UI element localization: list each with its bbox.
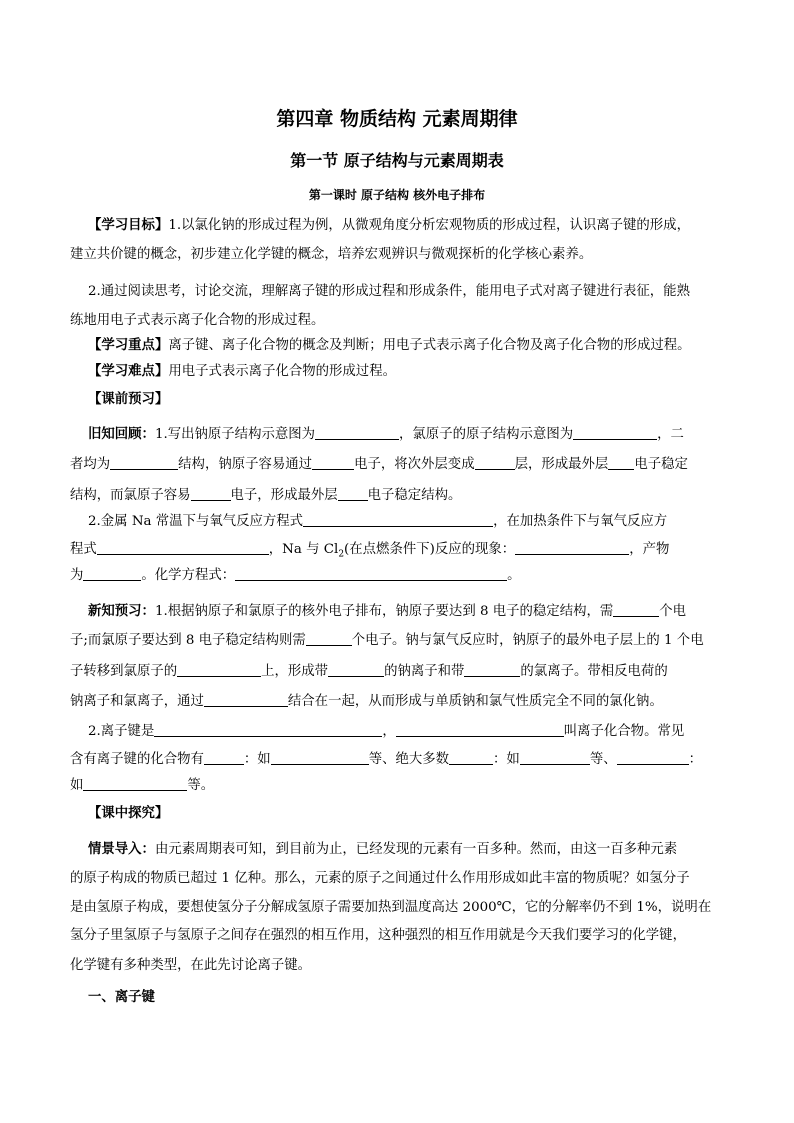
review-line-4: 2.金属 Na 常温下与氧气反应方程式 ，在加热条件下与氧气反应方 xyxy=(88,514,668,529)
answer-blank[interactable] xyxy=(306,631,352,646)
lesson-title: 第一课时 原子结构 核外电子排布 xyxy=(308,188,486,202)
answer-blank[interactable] xyxy=(312,455,354,470)
preview-heading: 【课前预习】 xyxy=(88,392,169,407)
answer-blank[interactable] xyxy=(271,750,369,765)
difficulty: 【学习难点】用电子式表示离子化合物的形成过程。 xyxy=(88,364,396,379)
ionic-bond-heading: 一、离子键 xyxy=(88,990,155,1005)
goals-line-3: 2.通过阅读思考，讨论交流，理解离子键的形成过程和形成条件，能用电子式对离子键进行表征，能熟 xyxy=(88,284,690,299)
answer-blank[interactable] xyxy=(110,455,178,470)
goals-line-2: 建立共价键的概念，初步建立化学键的概念，培养宏观辨识与微观探析的化学核心素养。 xyxy=(70,247,593,262)
answer-blank[interactable] xyxy=(613,602,659,617)
answer-blank[interactable] xyxy=(328,662,384,677)
new-line-5: 2.离子键是 ， 叫离子化合物。常见 xyxy=(88,724,685,739)
answer-blank[interactable] xyxy=(515,540,629,555)
explore-line-3: 是由氢原子构成，要想使氢分子分解成氢原子需要加热到温度高达 2000℃，它的分解率仍不到 1%，说明在 xyxy=(70,900,712,915)
new-line-7: 如 等。 xyxy=(70,778,215,793)
answer-blank[interactable] xyxy=(338,486,368,501)
section-title: 第一节 原子结构与元素周期表 xyxy=(290,151,504,170)
review-line-1: 旧知回顾：1.写出钠原子结构示意图为 ，氯原子的原子结构示意图为 ，二 xyxy=(88,427,684,442)
answer-blank[interactable] xyxy=(520,750,590,765)
answer-blank[interactable] xyxy=(204,692,288,707)
new-line-2: 子;而氯原子要达到 8 电子稳定结构则需 个电子。钠与氯气反应时，钠原子的最外电子层上的 1 个电 xyxy=(70,633,704,648)
answer-blank[interactable] xyxy=(475,455,515,470)
answer-blank[interactable] xyxy=(204,750,244,765)
goals-label: 【学习目标】 xyxy=(88,218,169,233)
answer-blank[interactable] xyxy=(573,425,657,440)
explore-heading: 【课中探究】 xyxy=(88,806,169,821)
answer-blank[interactable] xyxy=(177,662,261,677)
answer-blank[interactable] xyxy=(303,512,493,527)
answer-blank[interactable] xyxy=(617,750,689,765)
review-line-2: 者均为 结构，钠原子容易通过 电子，将次外层变成 层，形成最外层 电子稳定 xyxy=(70,457,688,472)
new-line-1: 新知预习：1.根据钠原子和氯原子的核外电子排布，钠原子要达到 8 电子的稳定结构，需 个电 xyxy=(88,604,687,619)
new-line-6: 含有离子键的化合物有 ：如 等、绝大多数 ：如 等、 ： xyxy=(70,752,702,767)
review-line-6: 为 。化学方程式： 。 xyxy=(70,568,521,583)
new-line-4: 钠离子和氯离子，通过 结合在一起，从而形成与单质钠和氯气性质完全不同的氯化钠。 xyxy=(70,694,663,709)
explore-line-2: 的原子构成的物质已超过 1 亿种。那么，元素的原子之间通过什么作用形成如此丰富的物质呢？如氢分子 xyxy=(70,871,690,886)
answer-blank[interactable] xyxy=(154,722,382,737)
answer-blank[interactable] xyxy=(83,776,187,791)
answer-blank[interactable] xyxy=(449,750,493,765)
explore-line-5: 化学键有多种类型，在此先讨论离子键。 xyxy=(70,958,312,973)
chapter-title: 第四章 物质结构 元素周期律 xyxy=(276,108,518,130)
goals-line-4: 练地用电子式表示离子化合物的形成过程。 xyxy=(70,313,325,328)
new-line-3: 子转移到氯原子的 上，形成带 的钠离子和带 的氯离子。带相反电荷的 xyxy=(70,664,668,679)
goals-line-1: 【学习目标】1.以氯化钠的形成过程为例，从微观角度分析宏观物质的形成过程，认识离子键的形成， xyxy=(88,218,690,233)
answer-blank[interactable] xyxy=(191,486,231,501)
answer-blank[interactable] xyxy=(608,455,634,470)
answer-blank[interactable] xyxy=(315,425,399,440)
answer-blank[interactable] xyxy=(235,566,507,581)
answer-blank[interactable] xyxy=(464,662,520,677)
explore-line-4: 氢分子里氢原子与氢原子之间存在强烈的相互作用，这种强烈的相互作用就是今天我们要学习的化学键， xyxy=(70,928,686,943)
explore-line-1: 情景导入：由元素周期表可知，到目前为止，已经发现的元素有一百多种。然而，由这一百多种元素 xyxy=(88,842,678,857)
keypoints: 【学习重点】离子键、离子化合物的概念及判断；用电子式表示离子化合物及离子化合物的形成过程。 xyxy=(88,338,691,353)
answer-blank[interactable] xyxy=(83,566,141,581)
review-line-5: 程式 ，Na 与 $Cl_2$(在点燃条件下)反应的现象： ，产物 xyxy=(70,542,670,560)
answer-blank[interactable] xyxy=(396,722,564,737)
answer-blank[interactable] xyxy=(97,540,269,555)
review-line-3: 结构，而氯原子容易 电子，形成最外层 电子稳定结构。 xyxy=(70,488,462,503)
